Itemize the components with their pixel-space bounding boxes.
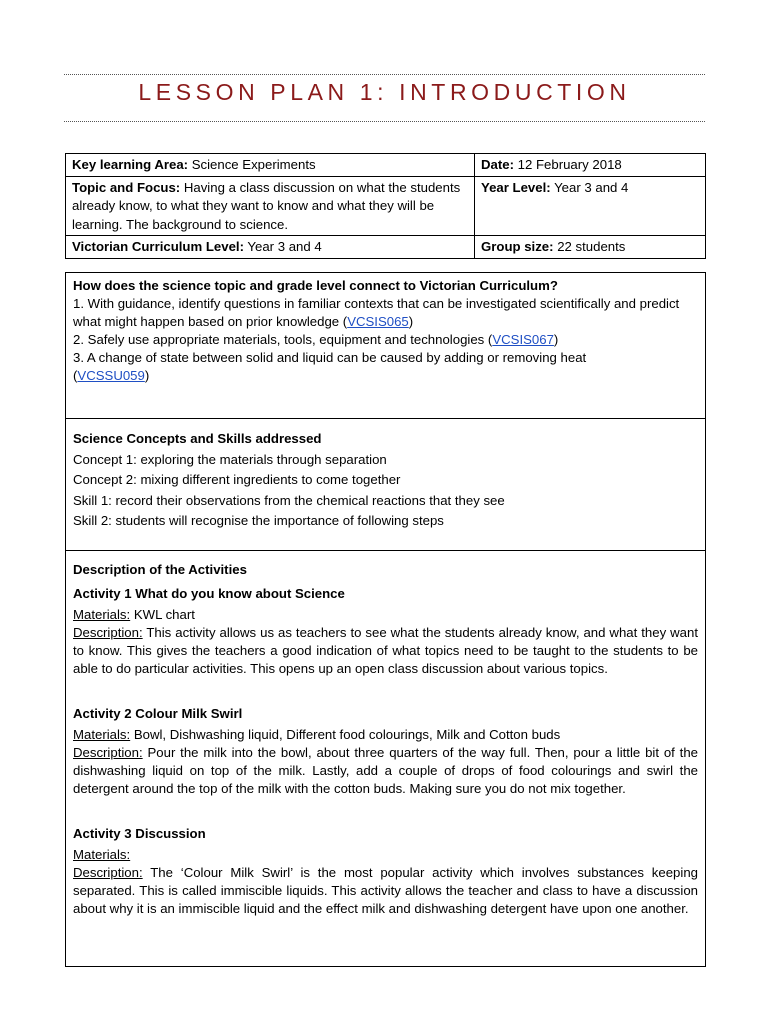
top-dotted-rule [64, 74, 705, 75]
skill-item: Skill 2: students will recognise the importance of following steps [73, 513, 444, 528]
curriculum-point-3-open: ( [73, 368, 78, 383]
curriculum-connection-section [66, 273, 705, 418]
topic-cell [66, 176, 475, 236]
curriculum-point-3: 3. A change of state between solid and liquid can be caused by adding or removing heat [73, 350, 587, 365]
curriculum-label: Victorian Curriculum Level: [72, 239, 244, 254]
activities-section [66, 550, 705, 923]
curriculum-value: Year 3 and 4 [243, 239, 322, 254]
activity-1-description-text: This activity allows us as teachers to see what the students already know, and what they want to know. This gives the teachers a good indication of what topics need to be taught to the students to be able to do particular activities. This opens up an open class discussion about various topics. [73, 625, 698, 676]
curriculum-point-1-text: what might happen based on prior knowledge ( [73, 314, 348, 329]
topic-value: Having a class discussion on what the students already know, to what they want to know and what they will be learning. The background to science. [72, 179, 461, 232]
activity-3-description-text: The ‘Colour Milk Swirl’ is the most popular activity which involves substances keeping separated. This is called immiscible liquids. This activity allows the teacher and class to have a discussion about why it is an immiscible liquid and the effect milk and dishwashing detergent have upon one another. [73, 865, 698, 916]
activity-2-title: Activity 2 Colour Milk Swirl [73, 706, 243, 721]
lesson-details-box [65, 272, 706, 967]
curriculum-point-1: 1. With guidance, identify questions in familiar contexts that can be investigated scientifically and predict [73, 296, 680, 311]
activity-1-description [73, 624, 698, 678]
activity-2-description-text: Pour the milk into the bowl, about three quarters of the way full. Then, pour a little bit of the dishwashing liquid on top of the milk. Lastly, add a couple of drops of food colourings and swirl the detergent around the top of the milk with the cotton buds. Making sure you do not mix together. [73, 745, 698, 796]
curriculum-point-1-close: ) [408, 314, 414, 329]
description-label: Description: [73, 745, 143, 760]
activity-2-materials [73, 726, 698, 744]
vcssu059-link[interactable]: VCSSU059 [77, 368, 145, 383]
curriculum-point-2-text: 2. Safely use appropriate materials, tools, equipment and technologies ( [73, 332, 493, 347]
curriculum-connection-heading: How does the science topic and grade level connect to Victorian Curriculum? [73, 278, 558, 293]
materials-label: Materials: [73, 847, 131, 862]
concept-item: Concept 1: exploring the materials through separation [73, 451, 387, 467]
concepts-skills-section [66, 418, 705, 550]
activity-3-description [73, 864, 698, 918]
activities-heading: Description of the Activities [73, 562, 247, 577]
curriculum-point-2 [73, 331, 698, 349]
date-label: Date: [481, 157, 514, 172]
date-cell [475, 154, 706, 177]
activity-1-materials [73, 606, 698, 624]
activity-2-materials-value: Bowl, Dishwashing liquid, Different food colourings, Milk and Cotton buds [130, 727, 561, 742]
description-label: Description: [73, 865, 143, 880]
lesson-info-table [65, 153, 706, 259]
curriculum-cell [66, 236, 475, 259]
description-label: Description: [73, 625, 143, 640]
curriculum-point-2-close: ) [553, 332, 559, 347]
activity-3-materials [73, 846, 698, 864]
activity-3-title: Activity 3 Discussion [73, 826, 206, 841]
topic-label: Topic and Focus: [72, 179, 181, 195]
vcsis067-link[interactable]: VCSIS067 [492, 332, 554, 347]
curriculum-point-3-close: ) [144, 368, 150, 383]
activity-2-description [73, 744, 698, 798]
page-title: LESSON PLAN 1: INTRODUCTION [138, 79, 631, 105]
concept-item: Concept 2: mixing different ingredients to come together [73, 472, 401, 487]
skill-item: Skill 1: record their observations from the chemical reactions that they see [73, 492, 505, 508]
concepts-heading: Science Concepts and Skills addressed [73, 431, 322, 446]
curriculum-point-3-cont [73, 367, 698, 385]
vcsis065-link[interactable]: VCSIS065 [347, 314, 409, 329]
group-size-value: 22 students [553, 239, 626, 254]
activity-1-materials-value: KWL chart [130, 607, 195, 622]
materials-label: Materials: [73, 607, 131, 622]
year-level-label: Year Level: [481, 179, 551, 195]
key-learning-cell [66, 154, 475, 177]
activity-1-title: Activity 1 What do you know about Science [73, 586, 345, 601]
curriculum-point-1-cont [73, 313, 698, 331]
key-learning-value: Science Experiments [188, 157, 316, 172]
year-level-value: Year 3 and 4 [550, 179, 629, 195]
group-size-label: Group size: [481, 239, 554, 254]
materials-label: Materials: [73, 727, 131, 742]
date-value: 12 February 2018 [513, 157, 622, 172]
key-learning-label: Key learning Area: [72, 157, 189, 172]
group-size-cell [475, 236, 706, 259]
bottom-dotted-rule [64, 121, 705, 122]
year-level-cell [475, 176, 706, 236]
